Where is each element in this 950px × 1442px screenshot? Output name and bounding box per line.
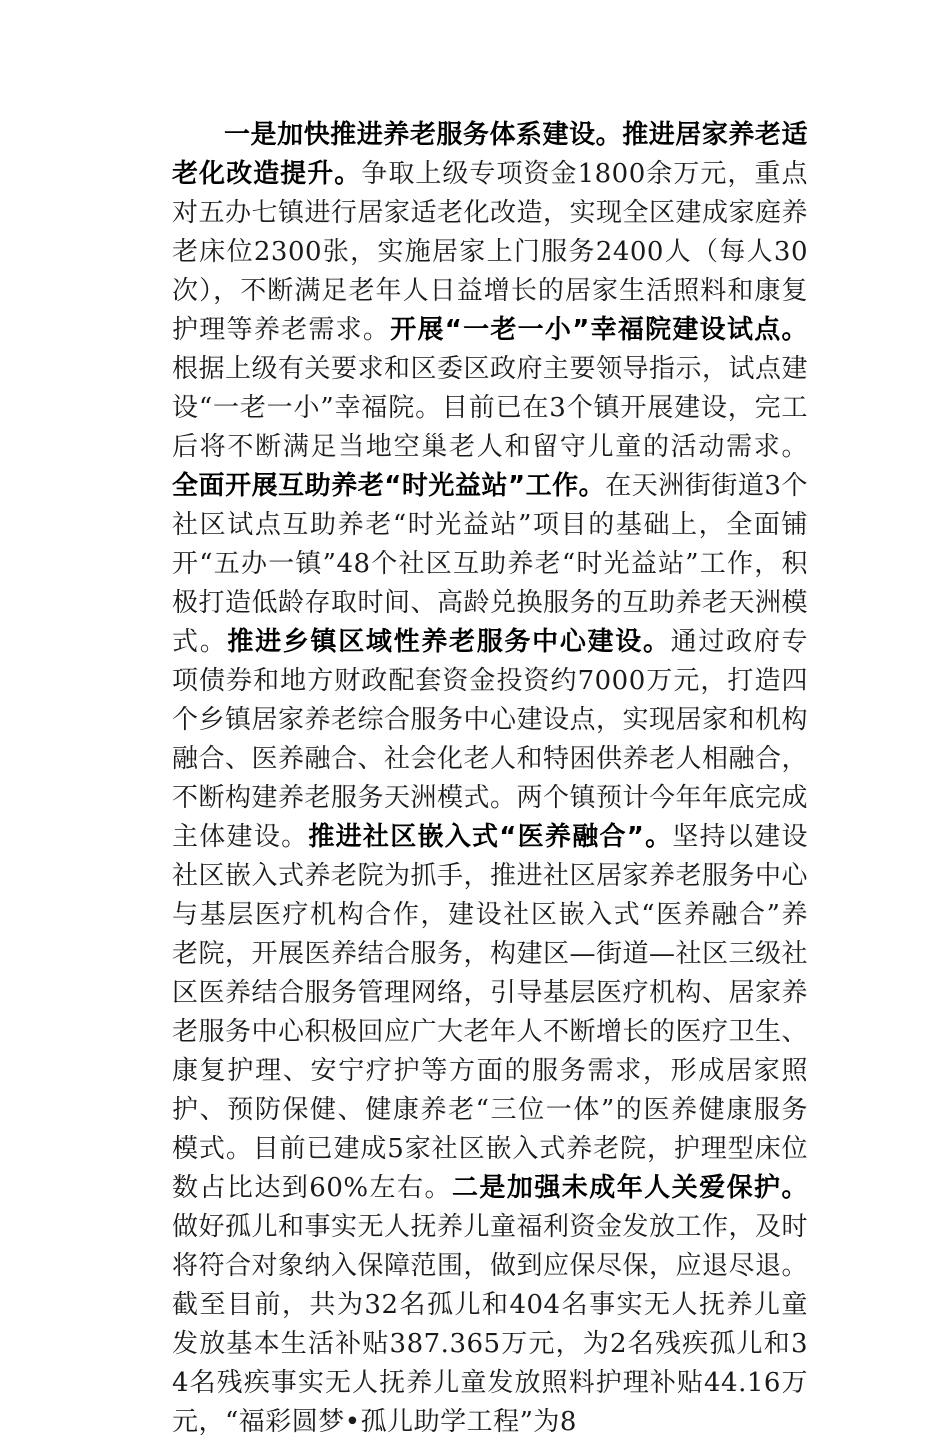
- subsection-heading: 开展“一老一小”幸福院建设试点。: [390, 315, 808, 345]
- subsection-heading: 推进乡镇区域性养老服务中心建设。: [227, 627, 671, 657]
- body-text: 根据上级有关要求和区委区政府主要领导指示，试点建设“一老一小”幸福院。目前已在3个镇开展建设，完工后将不断满足当地空巢老人和留守儿童的活动需求。: [172, 354, 809, 462]
- subsection-heading: 全面开展互助养老“时光益站”工作。: [172, 471, 606, 501]
- body-text: 做好孤儿和事实无人抚养儿童福利资金发放工作，及时将符合对象纳入保障范围，做到应保尽保，应退尽退。截至目前，共为32名孤儿和404名事实无人抚养儿童发放基本生活补贴387.365万元，为2名残疾孤儿和34名残疾事实无人抚养儿童发放照料护理补贴44.16万元，“福彩圆梦•孤儿助学工程”为8: [172, 1212, 809, 1437]
- body-text: 通过政府专项债券和地方财政配套资金投资约7000万元，打造四个乡镇居家养老综合服务中心建设点，实现居家和机构融合、医养融合、社会化老人和特困供养老人相融合，不断构建养老服务天洲模式。两个镇预计今年年底完成主体建设。: [172, 627, 809, 852]
- body-paragraph: [172, 116, 808, 1442]
- subsection-heading: 推进居家养老适老化改造提升。: [172, 120, 808, 189]
- section-heading: 二是加强未成年人关爱保护。: [451, 1173, 808, 1203]
- section-heading: 一是加快推进养老服务体系建设。: [224, 120, 623, 150]
- body-text: 在天洲街街道3个社区试点互助养老“时光益站”项目的基础上，全面铺开“五办一镇”48个社区互助养老“时光益站”工作，积极打造低龄存取时间、高龄兑换服务的互助养老天洲模式。: [172, 471, 809, 657]
- body-text: 坚持以建设社区嵌入式养老院为抓手，推进社区居家养老服务中心与基层医疗机构合作，建设社区嵌入式“医养融合”养老院，开展医养结合服务，构建区—街道—社区三级社区医养结合服务管理网络，引导基层医疗机构、居家养老服务中心积极回应广大老年人不断增长的医疗卫生、康复护理、安宁疗护等方面的服务需求，形成居家照护、预防保健、健康养老“三位一体”的医养健康服务模式。目前已建成5家社区嵌入式养老院，护理型床位数占比达到60%左右。: [172, 822, 809, 1203]
- body-text: 争取上级专项资金1800余万元，重点对五办七镇进行居家适老化改造，实现全区建成家庭养老床位2300张，实施居家上门服务2400人（每人30次），不断满足老年人日益增长的居家生活照料和康复护理等养老需求。: [172, 159, 809, 345]
- subsection-heading: 推进社区嵌入式“医养融合”。: [308, 822, 673, 852]
